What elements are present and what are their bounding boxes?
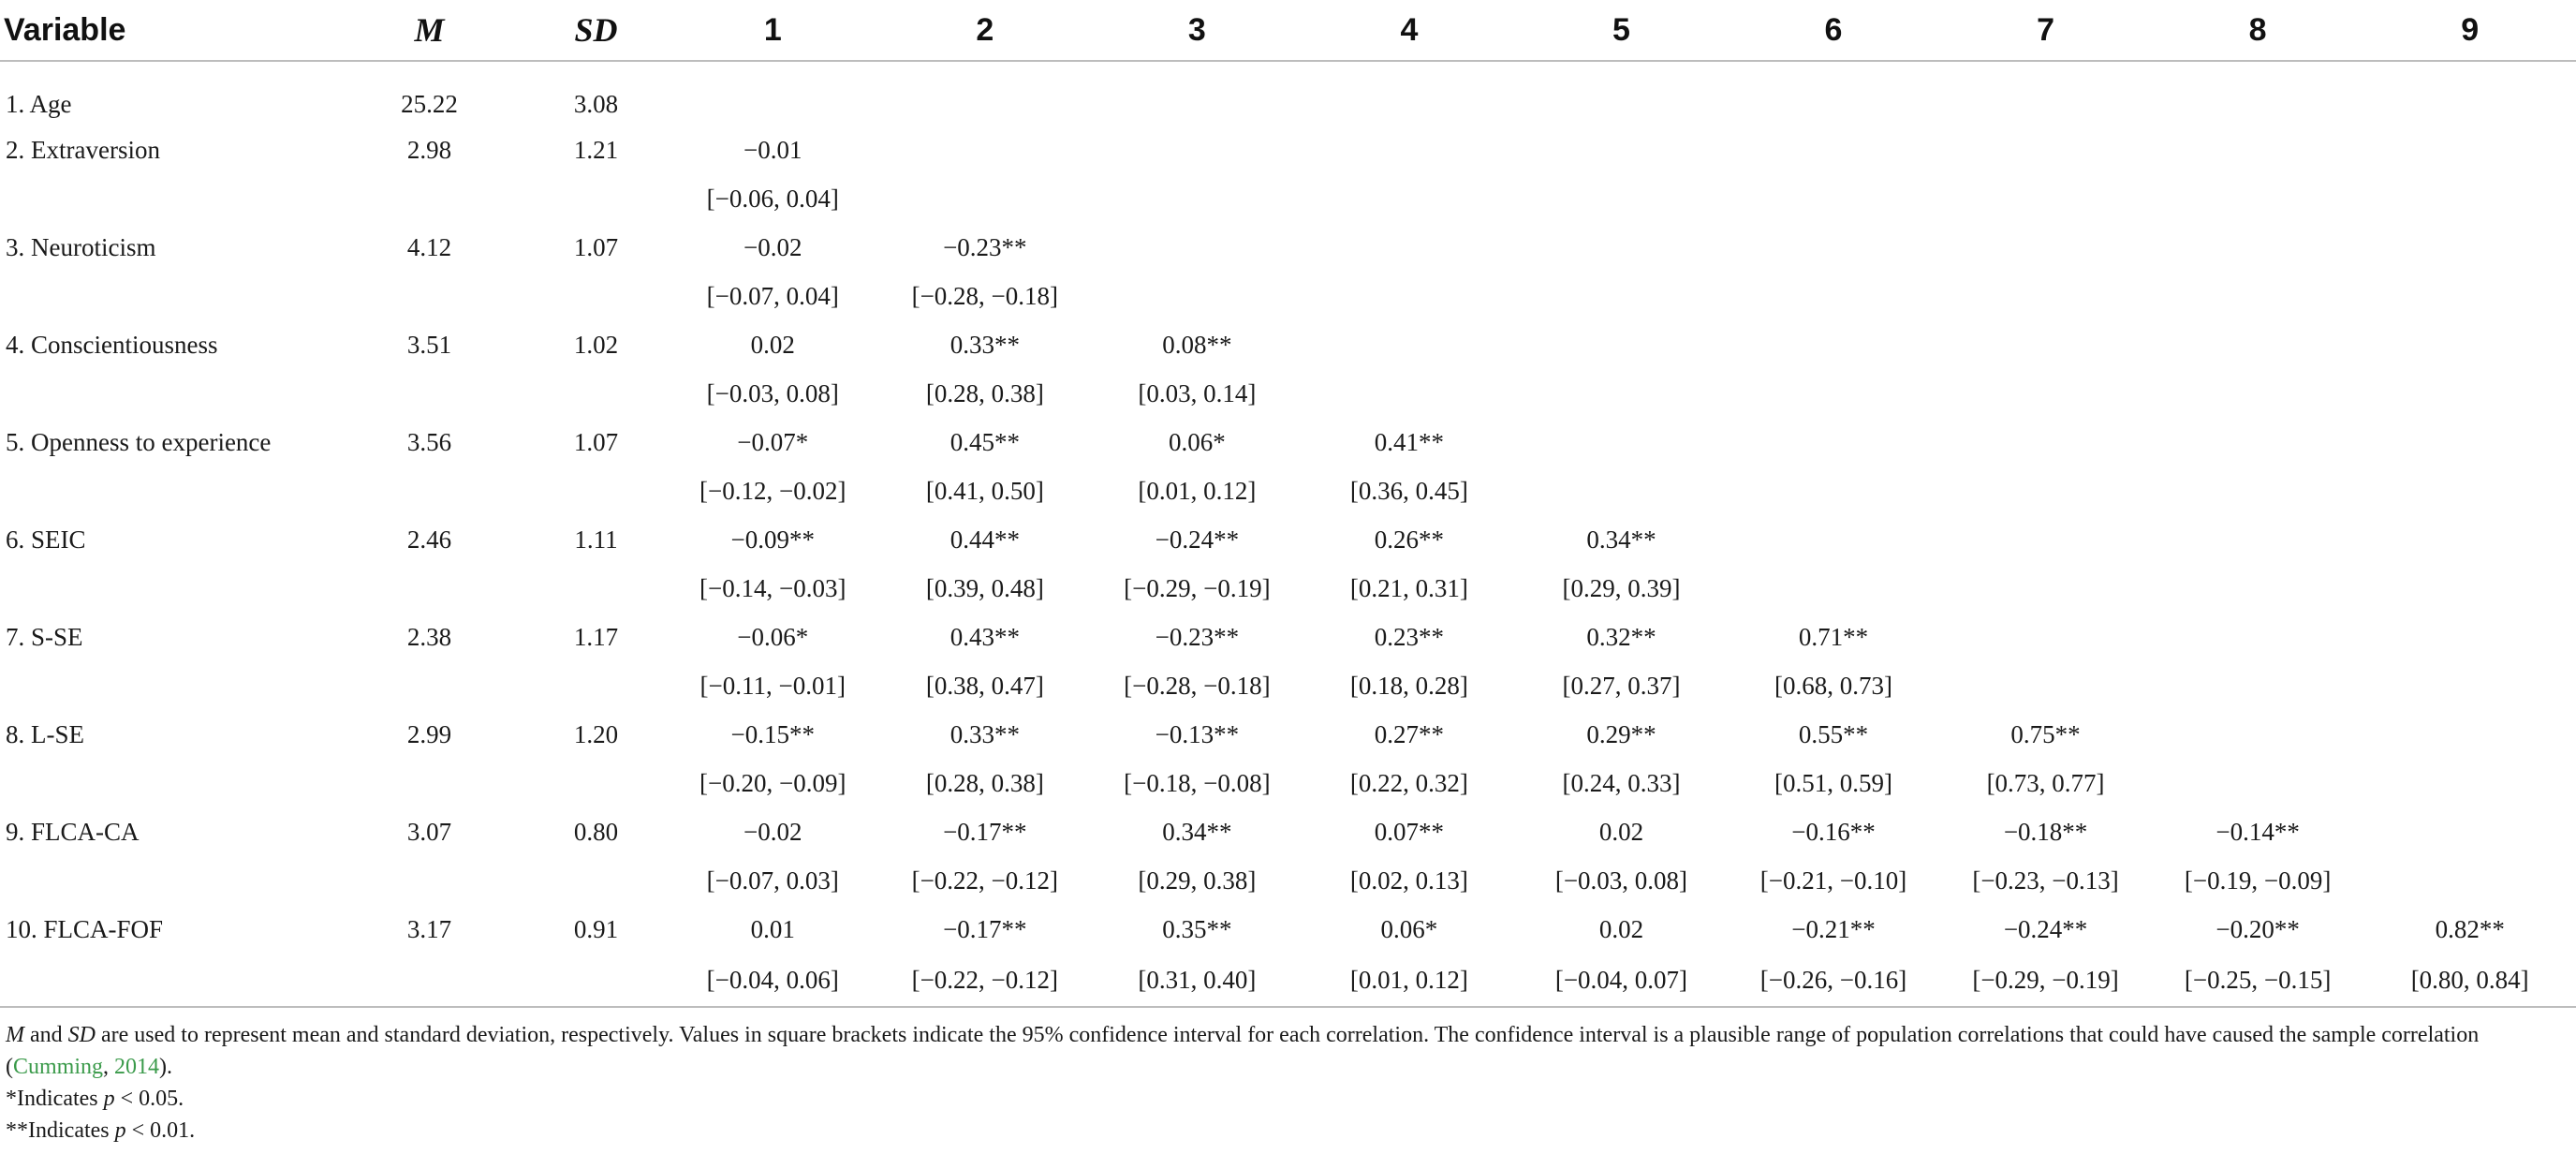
correlation-cell: 0.06* <box>1168 427 1226 456</box>
sd-value: 1.11 <box>574 525 618 554</box>
note-text: are used to represent mean and standard deviation, respectively. Values in square brackets indicate the 95% confidence interval for each correlation. The confidence interval is a plausible range of population correlations that could have caused the sample correlation ( <box>6 1023 2480 1079</box>
note-m: M <box>6 1023 24 1047</box>
correlation-cell: 0.35** <box>1162 914 1232 943</box>
confidence-interval-cell <box>1728 466 1940 515</box>
sd-value: 1.07 <box>573 427 619 456</box>
ci-spacer <box>525 369 667 418</box>
confidence-interval-cell <box>2363 661 2576 710</box>
header-col-3: 3 <box>1091 0 1303 61</box>
sig1-p: p <box>103 1087 115 1111</box>
confidence-interval-cell <box>2152 759 2364 807</box>
header-col-5: 5 <box>1515 0 1728 61</box>
confidence-interval-cell <box>2152 564 2364 613</box>
correlation-cell: 0.32** <box>1586 622 1656 651</box>
confidence-interval-cell <box>2152 466 2364 515</box>
confidence-interval-cell <box>2363 272 2576 320</box>
ci-spacer <box>525 759 667 807</box>
confidence-interval-cell: [0.29, 0.39] <box>1562 573 1681 602</box>
mean-value: 2.38 <box>406 622 452 651</box>
header-col-8: 8 <box>2152 0 2364 61</box>
ci-spacer <box>0 759 333 807</box>
note-sig-001 <box>6 1115 2553 1147</box>
confidence-interval-cell <box>1939 466 2152 515</box>
mean-value: 2.99 <box>406 719 452 748</box>
confidence-interval-cell: [−0.29, −0.19] <box>1939 954 2152 1007</box>
confidence-interval-cell <box>2363 466 2576 515</box>
mean-value: 3.07 <box>406 817 452 846</box>
correlation-cell: 0.02 <box>1598 817 1644 846</box>
confidence-interval-cell <box>1728 564 1940 613</box>
confidence-interval-cell <box>1939 272 2152 320</box>
ci-spacer <box>0 661 333 710</box>
confidence-interval-cell <box>1303 174 1516 223</box>
correlation-cell: −0.07* <box>737 427 809 456</box>
correlation-cell: −0.17** <box>943 817 1027 846</box>
confidence-interval-cell: [−0.21, −0.10] <box>1759 866 1907 895</box>
ci-row <box>0 759 2576 807</box>
header-col-9: 9 <box>2363 0 2576 61</box>
correlation-cell <box>1939 515 2152 564</box>
correlation-cell: 0.34** <box>1162 817 1232 846</box>
ci-spacer <box>0 272 333 320</box>
correlation-cell: 0.75** <box>2010 719 2081 748</box>
correlation-cell <box>1939 223 2152 272</box>
correlation-cell: 0.33** <box>949 719 1020 748</box>
correlation-cell <box>1728 320 1940 369</box>
confidence-interval-cell: [0.68, 0.73] <box>1774 671 1892 700</box>
confidence-interval-cell <box>2363 564 2576 613</box>
correlation-cell: −0.14** <box>2215 817 2300 846</box>
confidence-interval-cell: [0.38, 0.47] <box>925 671 1044 700</box>
confidence-interval-cell: [0.27, 0.37] <box>1562 671 1681 700</box>
confidence-interval-cell <box>1728 174 1940 223</box>
correlation-cell <box>2152 223 2364 272</box>
correlation-cell: −0.02 <box>743 817 802 846</box>
variable-label: 5. Openness to experience <box>6 427 272 456</box>
correlation-cell <box>1728 223 1940 272</box>
confidence-interval-cell: [0.01, 0.12] <box>1303 954 1516 1007</box>
correlation-cell <box>2363 126 2576 174</box>
confidence-interval-cell: [−0.22, −0.12] <box>879 954 1092 1007</box>
confidence-interval-cell <box>1091 174 1303 223</box>
confidence-interval-cell: [0.39, 0.48] <box>925 573 1044 602</box>
correlation-cell: 0.33** <box>949 330 1020 359</box>
confidence-interval-cell <box>1939 174 2152 223</box>
confidence-interval-cell: [−0.25, −0.15] <box>2152 954 2364 1007</box>
correlation-cell: 0.71** <box>1798 622 1869 651</box>
correlation-cell <box>1303 126 1516 174</box>
variable-label: 3. Neuroticism <box>6 232 156 261</box>
correlation-cell <box>1515 61 1728 126</box>
header-col-6: 6 <box>1728 0 1940 61</box>
confidence-interval-cell <box>2363 369 2576 418</box>
header-variable: Variable <box>0 0 333 61</box>
confidence-interval-cell: [−0.07, 0.04] <box>706 281 839 310</box>
ci-spacer <box>525 272 667 320</box>
header-mean: M <box>333 0 525 61</box>
ci-spacer <box>333 661 525 710</box>
correlation-cell <box>1091 126 1303 174</box>
table-header-row <box>0 0 2576 61</box>
correlation-cell: −0.23** <box>943 232 1027 261</box>
citation-year-link[interactable]: 2014 <box>114 1055 160 1079</box>
confidence-interval-cell: [−0.20, −0.09] <box>699 768 846 797</box>
correlation-cell: 0.41** <box>1374 427 1445 456</box>
correlation-cell: −0.13** <box>1155 719 1240 748</box>
confidence-interval-cell: [−0.14, −0.03] <box>699 573 846 602</box>
correlation-cell <box>1939 61 2152 126</box>
correlation-cell: 0.45** <box>949 427 1020 456</box>
table-row <box>0 61 2576 126</box>
confidence-interval-cell: [−0.26, −0.16] <box>1728 954 1940 1007</box>
ci-row <box>0 856 2576 905</box>
header-col-4: 4 <box>1303 0 1516 61</box>
sd-value: 0.91 <box>573 914 619 943</box>
ci-spacer <box>0 564 333 613</box>
confidence-interval-cell: [−0.19, −0.09] <box>2184 866 2332 895</box>
confidence-interval-cell: [0.18, 0.28] <box>1349 671 1468 700</box>
confidence-interval-cell <box>1939 564 2152 613</box>
correlation-cell: −0.09** <box>730 525 816 554</box>
variable-label: 10. FLCA-FOF <box>6 914 164 943</box>
confidence-interval-cell: [0.03, 0.14] <box>1138 378 1257 407</box>
confidence-interval-cell: [−0.04, 0.07] <box>1515 954 1728 1007</box>
confidence-interval-cell: [−0.22, −0.12] <box>911 866 1059 895</box>
confidence-interval-cell: [−0.23, −0.13] <box>1972 866 2119 895</box>
confidence-interval-cell <box>1939 661 2152 710</box>
correlation-cell <box>2363 710 2576 759</box>
correlation-cell <box>879 126 1092 174</box>
correlation-cell: −0.24** <box>2003 914 2088 943</box>
correlation-cell <box>2363 320 2576 369</box>
correlation-cell: 0.55** <box>1798 719 1869 748</box>
confidence-interval-cell <box>1515 369 1728 418</box>
confidence-interval-cell <box>1728 369 1940 418</box>
correlation-cell: 0.43** <box>949 622 1020 651</box>
header-col-2: 2 <box>879 0 1092 61</box>
mean-value: 3.56 <box>406 427 452 456</box>
sd-value: 0.80 <box>573 817 619 846</box>
correlation-cell: −0.02 <box>743 232 802 261</box>
confidence-interval-cell: [0.28, 0.38] <box>925 378 1044 407</box>
confidence-interval-cell <box>1939 369 2152 418</box>
correlation-cell <box>1515 418 1728 466</box>
variable-label: 9. FLCA-CA <box>6 817 140 846</box>
confidence-interval-cell: [−0.18, −0.08] <box>1124 768 1271 797</box>
correlation-cell: 0.82** <box>2435 914 2505 943</box>
note-and: and <box>24 1023 68 1047</box>
citation-author-link[interactable]: Cumming <box>13 1055 104 1079</box>
ci-spacer <box>333 856 525 905</box>
correlation-cell <box>1091 61 1303 126</box>
correlation-cell <box>2152 418 2364 466</box>
ci-row <box>0 272 2576 320</box>
confidence-interval-cell: [−0.03, 0.08] <box>1554 866 1688 895</box>
confidence-interval-cell: [−0.28, −0.18] <box>1124 671 1271 700</box>
correlation-cell: 0.23** <box>1374 622 1445 651</box>
correlation-cell: 0.27** <box>1374 719 1445 748</box>
confidence-interval-cell <box>2152 174 2364 223</box>
ci-spacer <box>0 369 333 418</box>
table-row <box>0 223 2576 272</box>
correlation-cell <box>1939 613 2152 661</box>
confidence-interval-cell: [0.28, 0.38] <box>925 768 1044 797</box>
correlation-cell <box>1091 223 1303 272</box>
correlation-cell: −0.06* <box>737 622 809 651</box>
confidence-interval-cell: [−0.11, −0.01] <box>699 671 846 700</box>
correlation-cell <box>1303 61 1516 126</box>
confidence-interval-cell <box>2152 272 2364 320</box>
mean-value: 2.98 <box>406 135 452 164</box>
ci-row <box>0 661 2576 710</box>
correlation-cell <box>2152 126 2364 174</box>
ci-spacer <box>525 954 667 1007</box>
table-row <box>0 418 2576 466</box>
confidence-interval-cell: [0.01, 0.12] <box>1138 476 1257 505</box>
correlation-cell <box>1515 126 1728 174</box>
correlation-cell: 0.02 <box>1598 914 1644 943</box>
header-col-7: 7 <box>1939 0 2152 61</box>
correlation-cell: −0.17** <box>943 914 1027 943</box>
correlation-cell <box>2363 61 2576 126</box>
correlation-cell <box>2152 613 2364 661</box>
confidence-interval-cell: [0.02, 0.13] <box>1349 866 1468 895</box>
correlation-cell <box>879 61 1092 126</box>
confidence-interval-cell <box>1515 174 1728 223</box>
confidence-interval-cell: [−0.28, −0.18] <box>911 281 1059 310</box>
ci-spacer <box>333 564 525 613</box>
variable-label: 6. SEIC <box>6 525 86 554</box>
correlation-cell: 0.08** <box>1162 330 1232 359</box>
ci-spacer <box>333 759 525 807</box>
mean-value: 3.17 <box>406 914 452 943</box>
confidence-interval-cell <box>2363 856 2576 905</box>
confidence-interval-cell: [−0.04, 0.06] <box>667 954 879 1007</box>
confidence-interval-cell <box>1515 466 1728 515</box>
ci-spacer <box>333 466 525 515</box>
correlation-cell <box>1939 320 2152 369</box>
ci-spacer <box>333 174 525 223</box>
header-col-1: 1 <box>667 0 879 61</box>
correlation-cell <box>1728 418 1940 466</box>
note-end: ). <box>159 1055 173 1079</box>
confidence-interval-cell: [−0.29, −0.19] <box>1124 573 1271 602</box>
confidence-interval-cell: [0.41, 0.50] <box>925 476 1044 505</box>
confidence-interval-cell: [0.29, 0.38] <box>1138 866 1257 895</box>
confidence-interval-cell <box>1091 272 1303 320</box>
correlation-cell <box>2363 807 2576 856</box>
correlation-cell: 0.06* <box>1380 914 1438 943</box>
header-sd: SD <box>525 0 667 61</box>
variable-label: 8. L-SE <box>6 719 84 748</box>
correlation-cell <box>1515 320 1728 369</box>
mean-value: 4.12 <box>406 232 452 261</box>
table-row <box>0 807 2576 856</box>
confidence-interval-cell: [0.51, 0.59] <box>1774 768 1892 797</box>
confidence-interval-cell: [0.22, 0.32] <box>1349 768 1468 797</box>
confidence-interval-cell: [0.24, 0.33] <box>1562 768 1681 797</box>
correlation-cell <box>1728 61 1940 126</box>
sig1-rest: < 0.05. <box>114 1087 184 1111</box>
table-body <box>0 61 2576 1007</box>
correlation-cell: −0.21** <box>1791 914 1876 943</box>
correlation-cell <box>2363 613 2576 661</box>
sd-value: 1.17 <box>573 622 619 651</box>
correlation-cell <box>2363 515 2576 564</box>
confidence-interval-cell <box>2363 174 2576 223</box>
ci-row <box>0 174 2576 223</box>
ci-spacer <box>0 954 333 1007</box>
note-sig-005 <box>6 1083 2553 1115</box>
correlation-cell: −0.18** <box>2003 817 2088 846</box>
correlation-cell <box>2363 223 2576 272</box>
correlation-cell <box>2152 320 2364 369</box>
note-definitions <box>6 1019 2553 1083</box>
variable-label: 1. Age <box>6 89 72 118</box>
sd-value: 1.02 <box>573 330 619 359</box>
correlation-cell <box>1303 320 1516 369</box>
correlation-cell <box>2152 61 2364 126</box>
ci-spacer <box>525 564 667 613</box>
ci-row <box>0 369 2576 418</box>
ci-spacer <box>0 174 333 223</box>
confidence-interval-cell <box>2152 661 2364 710</box>
citation-sep: , <box>103 1055 115 1079</box>
correlation-cell <box>1939 126 2152 174</box>
table-row <box>0 126 2576 174</box>
correlation-cell: −0.20** <box>2215 914 2300 943</box>
correlation-cell <box>1515 223 1728 272</box>
correlation-cell: 0.02 <box>750 330 795 359</box>
ci-spacer <box>333 272 525 320</box>
table-row <box>0 515 2576 564</box>
table-row <box>0 320 2576 369</box>
variable-label: 7. S-SE <box>6 622 83 651</box>
ci-row <box>0 954 2576 1007</box>
variable-label: 4. Conscientiousness <box>6 330 218 359</box>
confidence-interval-cell: [0.73, 0.77] <box>1986 768 2105 797</box>
sd-value: 1.20 <box>573 719 619 748</box>
correlation-cell: 0.07** <box>1374 817 1445 846</box>
confidence-interval-cell <box>1728 272 1940 320</box>
correlation-cell: 0.29** <box>1586 719 1656 748</box>
correlation-cell: −0.23** <box>1155 622 1240 651</box>
correlation-cell: −0.24** <box>1155 525 1240 554</box>
variable-label: 2. Extraversion <box>6 135 160 164</box>
correlation-cell: 0.01 <box>750 914 795 943</box>
sig2-prefix: **Indicates <box>6 1118 115 1143</box>
mean-value: 3.51 <box>406 330 452 359</box>
confidence-interval-cell: [0.80, 0.84] <box>2363 954 2576 1007</box>
ci-spacer <box>0 466 333 515</box>
sd-value: 1.21 <box>573 135 619 164</box>
correlation-cell: 0.26** <box>1374 525 1445 554</box>
mean-value: 25.22 <box>401 89 458 118</box>
correlation-cell <box>1728 515 1940 564</box>
correlation-cell: 0.44** <box>949 525 1020 554</box>
sd-value: 3.08 <box>573 89 619 118</box>
confidence-interval-cell <box>2152 369 2364 418</box>
ci-spacer <box>0 856 333 905</box>
confidence-interval-cell <box>879 174 1092 223</box>
ci-spacer <box>525 466 667 515</box>
correlation-cell: 0.34** <box>1586 525 1656 554</box>
table-notes <box>6 1019 2553 1147</box>
ci-row <box>0 564 2576 613</box>
correlation-cell: −0.15** <box>730 719 816 748</box>
sd-value: 1.07 <box>573 232 619 261</box>
confidence-interval-cell: [−0.12, −0.02] <box>699 476 846 505</box>
confidence-interval-cell: [0.31, 0.40] <box>1091 954 1303 1007</box>
confidence-interval-cell <box>1303 272 1516 320</box>
ci-spacer <box>525 856 667 905</box>
ci-spacer <box>333 954 525 1007</box>
sig2-p: p <box>114 1118 126 1143</box>
table-row <box>0 905 2576 954</box>
ci-row <box>0 466 2576 515</box>
correlation-cell <box>2363 418 2576 466</box>
ci-spacer <box>525 174 667 223</box>
note-sd: SD <box>67 1023 96 1047</box>
table-row <box>0 613 2576 661</box>
confidence-interval-cell: [0.36, 0.45] <box>1349 476 1468 505</box>
correlation-cell: −0.01 <box>743 135 802 164</box>
confidence-interval-cell: [−0.03, 0.08] <box>706 378 839 407</box>
correlation-cell <box>2152 710 2364 759</box>
correlation-cell <box>1303 223 1516 272</box>
correlation-cell <box>667 61 879 126</box>
sig2-rest: < 0.01. <box>125 1118 196 1143</box>
table-row <box>0 710 2576 759</box>
confidence-interval-cell: [0.21, 0.31] <box>1349 573 1468 602</box>
ci-spacer <box>333 369 525 418</box>
correlation-cell <box>2152 515 2364 564</box>
mean-value: 2.46 <box>406 525 452 554</box>
ci-spacer <box>525 661 667 710</box>
confidence-interval-cell <box>2363 759 2576 807</box>
confidence-interval-cell: [−0.06, 0.04] <box>706 184 839 213</box>
correlation-cell <box>1728 126 1940 174</box>
confidence-interval-cell <box>1515 272 1728 320</box>
sig1-prefix: *Indicates <box>6 1087 104 1111</box>
correlation-cell: −0.16** <box>1791 817 1876 846</box>
confidence-interval-cell: [−0.07, 0.03] <box>706 866 839 895</box>
confidence-interval-cell <box>1303 369 1516 418</box>
correlation-cell <box>1939 418 2152 466</box>
